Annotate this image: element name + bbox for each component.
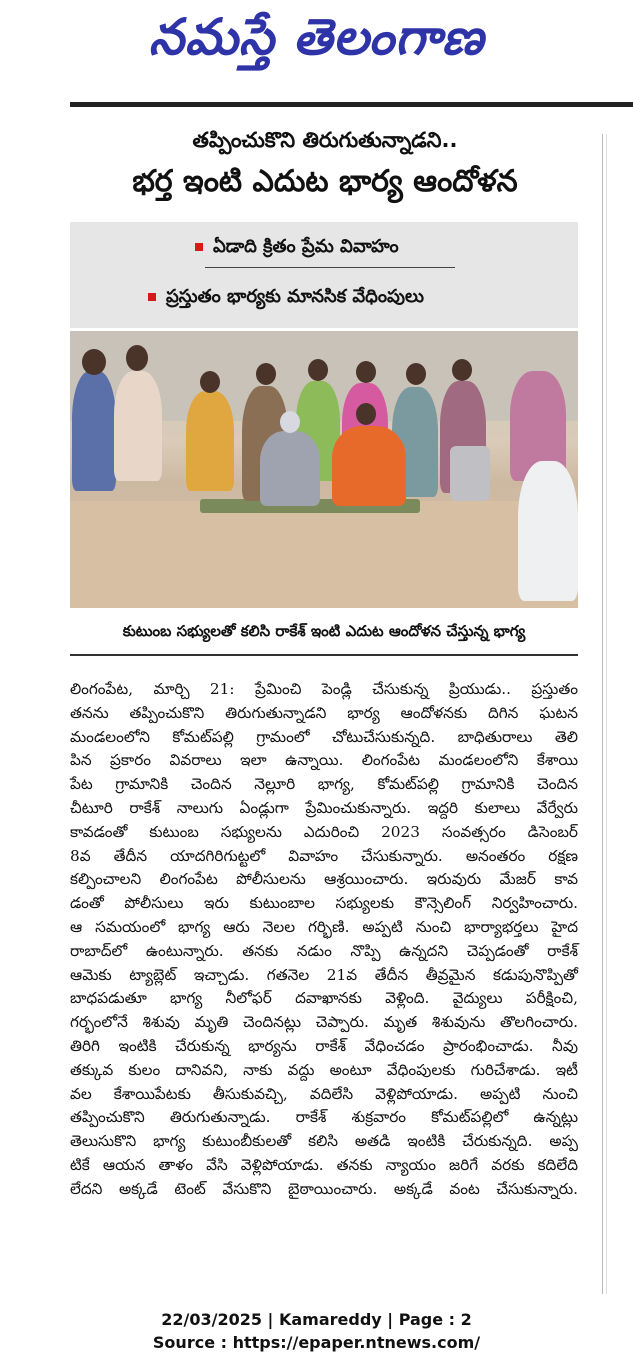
- person-figure: [332, 426, 406, 506]
- caption-divider: [70, 654, 578, 656]
- person-figure: [260, 431, 320, 506]
- highlight-text: ప్రస్తుతం భార్యకు మానసిక వేధింపులు: [166, 286, 424, 307]
- person-head: [356, 361, 376, 383]
- body-line: వల కేశాయిపేటకు తీసుకువచ్చి, వదిలేసి వెళ్లిపోయాడు. అప్పటి నుంచి: [70, 1084, 578, 1103]
- masthead: [0, 0, 633, 90]
- body-line: బాధపడుతూ భాగ్య నీలోఫర్ దవాఖానకు వెళ్లింది. వైద్యులు పరీక్షించి,: [70, 989, 578, 1008]
- person-head: [256, 363, 276, 385]
- body-line: గర్భంలోనే శిశువు మృతి చెందినట్లు చెప్పారు. మృత శిశువును తొలగించారు.: [70, 1013, 578, 1032]
- body-line: 8వ తేదీన యాదగిరిగుట్టలో వివాహం చేసుకున్నారు. అనంతరం రక్షణ: [70, 846, 578, 865]
- person-figure: [518, 461, 578, 601]
- article-kicker: తప్పించుకొని తిరుగుతున్నాడని..: [192, 128, 458, 152]
- person-figure: [114, 371, 162, 481]
- person-head: [82, 349, 106, 375]
- source-link[interactable]: Source : https://epaper.ntnews.com/: [152, 1333, 481, 1352]
- bullet-icon: [195, 243, 203, 251]
- body-line: తిరిగి ఇంటికి చేరుకున్న భార్యను రాకేశ్ వేధించడం ప్రారంభించాడు. నీవు: [70, 1036, 578, 1055]
- column-divider-secondary: [606, 134, 607, 1294]
- body-line: తనను తప్పించుకొని తిరుగుతున్నాడని భార్య ఆందోళనకు దిగిన ఘటన: [70, 703, 578, 722]
- body-line: తక్కువ కులం దానివని, నాకు వద్దు అంటూ వేధింపులకు గురిచేశాడు. ఇటీ: [70, 1060, 578, 1079]
- body-line: టికే ఆయన తాళం వేసి వెళ్లిపోయాడు. తనకు న్యాయం జరిగే వరకు కదిలేది: [70, 1155, 578, 1174]
- photo-caption: కుటుంబ సభ్యులతో కలిసి రాకేశ్ ఇంటి ఎదుట ఆందోళన చేస్తున్న భాగ్య: [122, 622, 526, 640]
- person-head: [280, 411, 300, 433]
- body-line: మండలంలోని కోమట్‌పల్లి గ్రామంలో చోటుచేసుకున్నది. బాధితురాలు తెలి: [70, 727, 578, 746]
- article-headline: భర్త ఇంటి ఎదుట భార్య ఆందోళన: [132, 164, 518, 199]
- body-line: కల్పించాలని లింగంపేట పోలీసులను ఆశ్రయించారు. ఇరువురు మేజర్ కావ: [70, 870, 578, 889]
- person-head: [356, 403, 376, 425]
- bullet-icon: [148, 293, 156, 301]
- highlight-text: ఏడాది క్రితం ప్రేమ వివాహం: [213, 236, 399, 257]
- photo-ground: [70, 501, 578, 608]
- masthead-rule: [70, 102, 633, 107]
- newspaper-logo: నమస్తే తెలంగాణ: [148, 8, 485, 66]
- person-head: [126, 345, 148, 371]
- body-line: ఆమెకు ట్యాబ్లెట్ ఇచ్చాడు. గతనెల 21వ తేదీన తీవ్రమైన కడుపునొప్పితో: [70, 965, 578, 984]
- person-head: [200, 371, 220, 393]
- column-divider: [602, 134, 603, 1294]
- body-line: డంతో పోలీసులు ఇరు కుటుంబాల సభ్యులకు కౌన్సెలింగ్ నిర్వహించారు.: [70, 894, 578, 913]
- steel-vessels: [450, 446, 490, 501]
- highlight-divider: [205, 267, 455, 268]
- body-line: లేదని అక్కడే టెంట్ వేసుకొని బైఠాయించారు. అక్కడే వంట చేసుకున్నారు.: [70, 1179, 578, 1198]
- person-head: [406, 363, 426, 385]
- person-figure: [72, 371, 116, 491]
- body-line: లింగంపేట, మార్చి 21: ప్రేమించి పెండ్లి చేసుకున్న ప్రియుడు.. ప్రస్తుతం: [70, 680, 578, 698]
- person-head: [452, 359, 472, 381]
- article-body: [70, 678, 578, 1202]
- body-line: చీటూరి రాకేశ్ నాలుగు ఏండ్లుగా ప్రేమించుకున్నారు. ఇద్దరి కులాలు వేర్వేరు: [70, 798, 578, 817]
- body-line: తెలుసుకొని భాగ్య కుటుంబీకులతో కలిసి అతడి ఇంటికి చేరుకున్నది. అప్ప: [70, 1132, 578, 1151]
- body-line: తప్పించుకొని తిరుగుతున్నాడు. రాకేశ్ శుక్రవారం కోమట్‌పల్లిలో ఉన్నట్లు: [70, 1108, 578, 1127]
- body-line: ఆ సమయంలో భాగ్య ఆరు నెలల గర్భిణి. అప్పటి నుంచి భార్యాభర్తలు హైద: [70, 917, 578, 936]
- news-photo: [70, 331, 578, 608]
- highlight-item: [195, 236, 399, 261]
- body-line: పిన ప్రకారం వివరాలు ఇలా ఉన్నాయి. లింగంపేట మండలంలోని కేశాయి: [70, 751, 578, 770]
- highlight-item: [148, 286, 424, 311]
- edition-info: 22/03/2025 | Kamareddy | Page : 2: [161, 1310, 472, 1329]
- person-head: [308, 359, 328, 381]
- body-line: పేట గ్రామానికి చెందిన నెల్లూరి భాగ్య, కోమట్‌పల్లి గ్రామానికి చెందిన: [70, 775, 578, 794]
- person-figure: [186, 391, 234, 491]
- body-line: రాబాద్‌లో ఉంటున్నారు. తనకు నడుం నొప్పి ఉన్నదని చెప్పడంతో రాకేశ్: [70, 941, 578, 960]
- body-line: కావడంతో కుటుంబ సభ్యులను ఎదురించి 2023 సంవత్సరం డిసెంబర్: [70, 822, 578, 841]
